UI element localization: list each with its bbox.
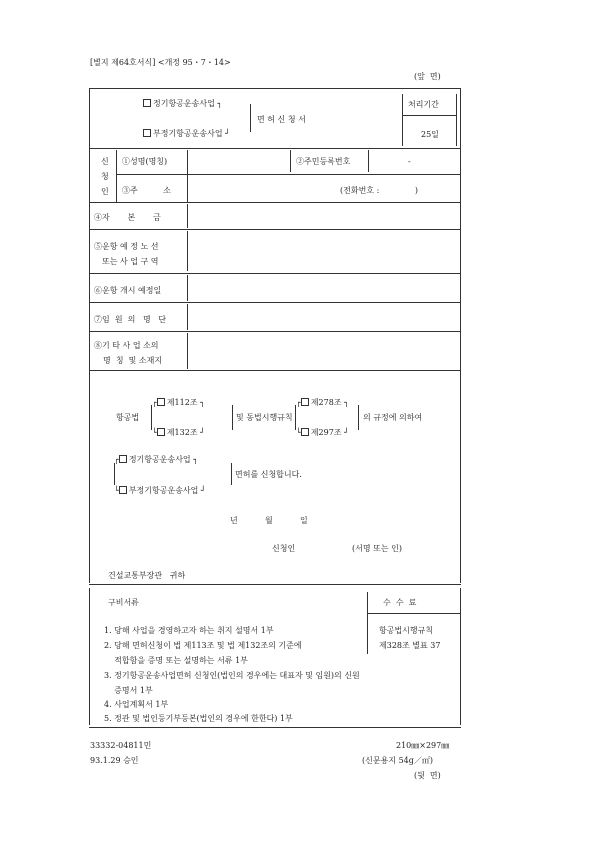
resident-value-divider [368, 150, 369, 172]
capital-divider [187, 204, 188, 228]
apply-text: 면허를 신청합니다. [235, 470, 302, 479]
fee-divider [367, 592, 368, 654]
declaration-irregular-option: └ 부정기항공운송사업 ┘ [114, 486, 206, 495]
applicant-divider [116, 150, 117, 202]
date-day: 일 [300, 516, 308, 525]
route-label-1: ⑤운항 예 정 노 선 [94, 242, 159, 251]
section-line-officers-top [89, 302, 461, 303]
office-label-1: ⑧기 타 사 업 소의 [94, 341, 159, 350]
page-front-label: (앞 면) [414, 72, 441, 81]
route-divider [187, 231, 188, 271]
date-year: 년 [230, 516, 238, 525]
processing-days: 25일 [421, 130, 439, 139]
checkbox-art-278[interactable] [301, 398, 309, 406]
applicant-label-1: 신 [101, 157, 109, 166]
checkbox-irregular[interactable] [143, 129, 151, 137]
checkbox-declaration-irregular[interactable] [119, 486, 127, 494]
checkbox-declaration-regular[interactable] [119, 455, 127, 463]
document-item: 1. 당해 사업을 경영하고자 하는 취지 설명서 1부 [104, 626, 274, 635]
fee-header: 수 수 료 [383, 598, 417, 607]
section-line-capital-top [89, 202, 461, 203]
signature-label: (서명 또는 인) [352, 544, 402, 553]
page-back-label: (뒷 면) [414, 771, 441, 780]
declaration-regular-option: ┌ 정기항공운송사업 ┐ [114, 455, 199, 464]
declaration-bracket-left [114, 463, 115, 485]
section-line-start-top [89, 273, 461, 274]
processing-separator [402, 115, 456, 116]
officers-label: ⑦임 원 의 명 단 [94, 315, 167, 324]
applicant-sign-label: 신청인 [272, 544, 296, 553]
documents-header: 구비서류 [108, 598, 139, 607]
fee-line-2: 제328조 별표 37 [379, 641, 441, 650]
phone-label: (전화번호 : ) [340, 186, 418, 195]
route-label-2: 또는 사 업 구 역 [102, 257, 159, 266]
art-278-option: ┌ 제278조 ┐ [296, 398, 349, 407]
processing-divider [402, 94, 403, 146]
checkbox-regular[interactable] [143, 99, 151, 107]
frame-right-line [460, 88, 461, 583]
section-line-applicant-top [89, 148, 461, 149]
addressee: 건설교통부장관 귀하 [108, 571, 186, 580]
law-label: 항공법 [116, 413, 140, 422]
section-line-route-top [89, 229, 461, 230]
checkbox-art-132[interactable] [157, 428, 165, 436]
title-option-regular: 정기항공운송사업 ┐ [143, 99, 222, 109]
office-label-2: 명 칭 및 소재지 [103, 356, 163, 365]
resident-dash: - [408, 157, 411, 166]
processing-right-line [456, 94, 457, 146]
officers-divider [187, 304, 188, 330]
resident-divider [290, 150, 291, 172]
art-112-option: ┌ 제112조 ┐ [152, 398, 205, 407]
document-item: 4. 사업계획서 1부 [104, 700, 169, 709]
art-297-option: └ 제297조 ┘ [296, 428, 349, 437]
frame-bottom-line [89, 727, 461, 728]
law-bracket-right [232, 405, 233, 430]
resident-number-label: ②주민등록번호 [296, 157, 351, 166]
applicant-middle-line [116, 174, 461, 175]
documents-frame-right [460, 588, 461, 725]
law-bracket-left [151, 405, 152, 430]
form-number: [별지 제64호서식] <개정 95・7・14> [90, 58, 231, 67]
frame-left-line [89, 88, 90, 583]
start-date-divider [187, 275, 188, 301]
per-provision-label: 의 규정에 의하여 [363, 413, 423, 422]
documents-frame-left [89, 588, 90, 725]
section-line-declaration-top [89, 370, 461, 371]
title-option-irregular: 부정기항공운송사업 ┘ [143, 129, 230, 139]
fee-line-1: 항공법시행규칙 [379, 626, 434, 635]
and-rules-label: 및 동법시행규칙 [236, 413, 293, 422]
date-month: 월 [265, 516, 273, 525]
approval-date: 93.1.29 승인 [90, 756, 139, 765]
document-item: 5. 정관 및 법인등기부등본(법인의 경우에 한한다) 1부 [104, 714, 293, 723]
capital-label: ④자 본 금 [94, 213, 161, 222]
section-line-office-top [89, 331, 461, 332]
form-title: 면 허 신 청 서 [257, 115, 306, 124]
office-divider [187, 333, 188, 369]
rules-bracket-left [295, 405, 296, 430]
section-line-documents-top [89, 584, 461, 585]
paper-type: (신문용지 54g／㎡) [362, 756, 433, 765]
title-bracket-line [250, 104, 251, 132]
form-code: 33332-04811민 [90, 741, 152, 750]
applicant-label-divider [187, 150, 188, 202]
name-label: ①성명(명칭) [122, 157, 168, 166]
start-date-label: ⑥운항 개시 예정일 [94, 286, 162, 295]
document-item: 3. 정기항공운송사업면허 신청인(법인의 경우에는 대표자 및 임원)의 신원 [104, 671, 360, 680]
art-132-option: └ 제132조 ┘ [152, 428, 205, 437]
fee-separator [367, 613, 460, 614]
paper-size: 210㎜×297㎜ [396, 741, 450, 750]
document-item: 증명서 1부 [104, 686, 153, 695]
processing-period-label: 처리기간 [408, 100, 439, 109]
document-item: 2. 당해 면허신청이 법 제113조 및 법 제132조의 기준에 [104, 641, 302, 650]
document-item: 적합함을 증명 또는 설명하는 서류 1부 [104, 656, 248, 665]
frame-top-line [89, 88, 461, 89]
rules-bracket-right [358, 405, 359, 430]
applicant-label-2: 청 [101, 172, 109, 181]
applicant-label-3: 인 [101, 187, 109, 196]
declaration-bracket-right [231, 463, 232, 485]
address-label: ③주 소 [122, 186, 171, 195]
checkbox-art-297[interactable] [301, 428, 309, 436]
checkbox-art-112[interactable] [157, 398, 165, 406]
